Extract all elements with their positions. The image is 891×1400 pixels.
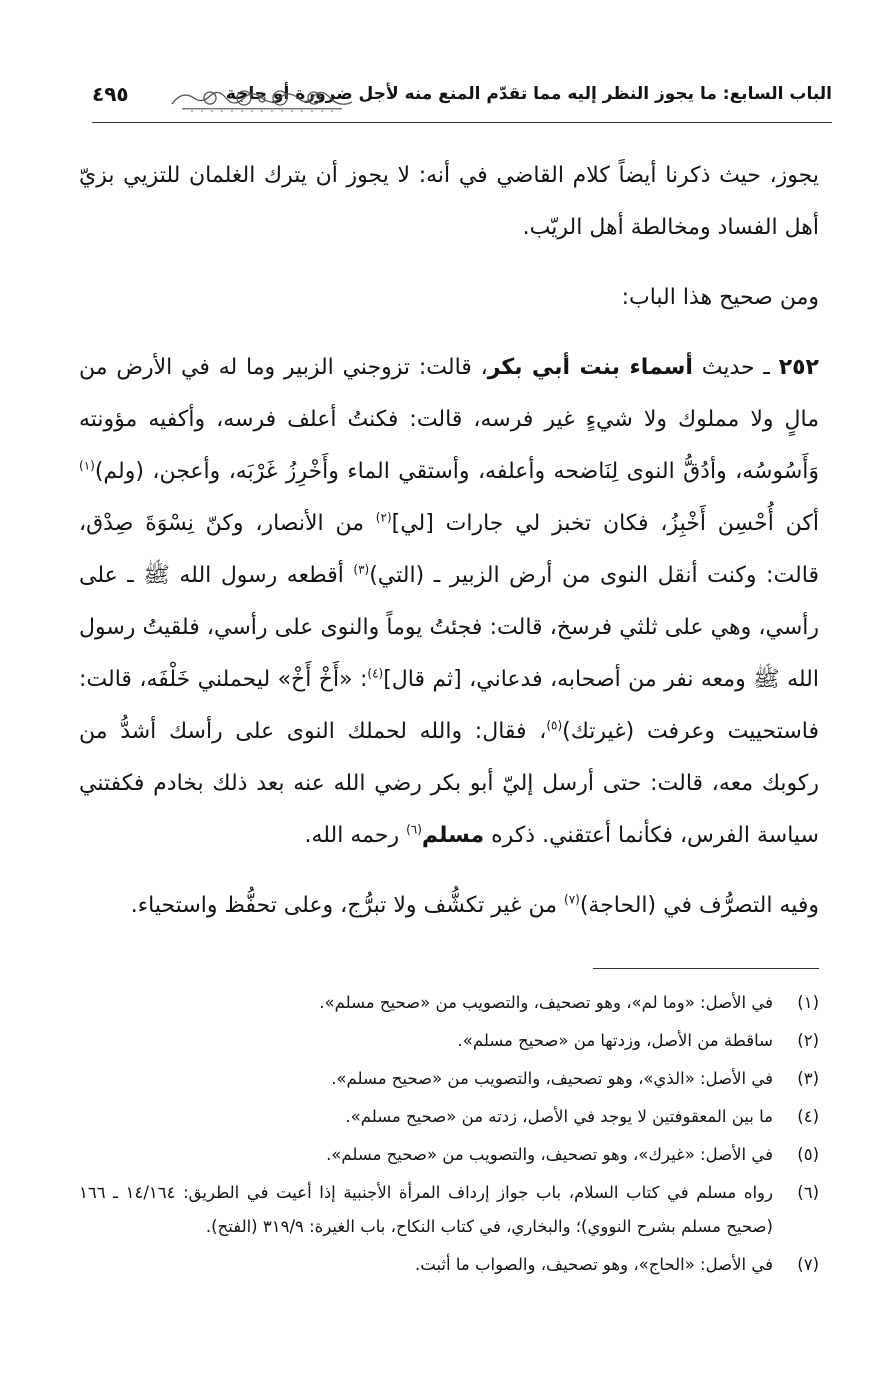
header-divider <box>92 122 832 123</box>
decorative-ornament-icon <box>162 84 362 114</box>
hadith-number: ٢٥٢ <box>778 355 819 380</box>
footnote-ref-4: (٤) <box>367 666 384 681</box>
footnote-text: ساقطة من الأصل، وزدتها من «صحيح مسلم». <box>457 1031 773 1050</box>
hadith-text-2: أكن أُحْسِن أَخْبِزُ، فكان تخبز لي جارات [لي] <box>391 511 819 536</box>
footnote-text: رواه مسلم في كتاب السلام، باب جواز إرداف المرأة الأجنبية إذا أعيت في الطريق: ١٤/١٦٤ ـ ١٦٦ (صحيح مسلم بشرح النووي)؛ والبخاري، في كتاب النكاح، باب الغيرة: ٣١٩/٩ (الفتح). <box>79 1183 773 1236</box>
footnote-marker: (١) <box>797 993 819 1012</box>
footnote-ref-2: (٢) <box>375 510 392 525</box>
footnote-item <box>79 1176 819 1244</box>
section-lead: ومن صحيح هذا الباب: <box>621 285 819 310</box>
commentary-text-2: من غير تكشُّف ولا تبرُّج، وعلى تحفُّظ واستحياء. <box>130 893 564 918</box>
hadith-text-6: ، فقال: والله لحملك النوى على رأسك أشدُّ من ركوبك معه، قالت: حتى أرسل إليّ أبو بكر رضي الله عنه بعد ذلك بخادم فكفتني سياسة الفرس، فكأنما أعتقني. ذكره <box>79 719 819 848</box>
page-number: ٤٩٥ <box>92 82 129 106</box>
footnote-text: في الأصل: «وما لم»، وهو تصحيف، والتصويب من «صحيح مسلم». <box>319 993 773 1012</box>
footnote-divider <box>593 968 819 969</box>
footnote-item <box>79 1100 819 1134</box>
footnote-marker: (٤) <box>797 1107 819 1126</box>
footnote-ref-7: (٧) <box>564 892 580 907</box>
hadith-text-7: رحمه الله. <box>304 823 407 848</box>
footnote-marker: (٣) <box>797 1069 819 1088</box>
paragraph-intro: يجوز، حيث ذكرنا أيضاً كلام القاضي في أنه: لا يجوز أن يترك الغلمان للتزيي بزيّ أهل الفساد ومخالطة أهل الريّب. <box>79 163 819 240</box>
footnote-marker: (٦) <box>797 1183 819 1202</box>
footnote-item <box>79 1248 819 1282</box>
chapter-title: الباب السابع: ما يجوز النظر إليه مما تقدّم المنع منه لأجل ضرورة أو حاجة <box>225 84 832 104</box>
hadith-text-4: أقطعه رسول الله ﷺ ـ على رأسي، وهي على ثلثي فرسخ، قالت: فجئتُ يوماً والنوى على رأسي، فلقيتُ رسول الله ﷺ ومعه نفر من أصحابه، فدعاني، [ثم قال] <box>79 563 819 692</box>
footnotes <box>79 986 819 1286</box>
hadith-text-1: ، قالت: تزوجني الزبير وما له في الأرض من مالٍ ولا مملوك ولا شيءٍ غير فرسه، قالت: فكنتُ أعلف فرسه، وأكفيه مؤونته وَأَسُوسُه، وأدُقُّ النوى لِنَاضحه وأعلفه، وأستقي الماء وأَخْرِزُ غَرْبَه، وأعجن، (ولم) <box>79 355 819 484</box>
footnote-item <box>79 1062 819 1096</box>
hadith-paragraph <box>79 342 819 862</box>
footnote-text: في الأصل: «غيرك»، وهو تصحيف، والتصويب من «صحيح مسلم». <box>326 1145 773 1164</box>
source-name: مسلم <box>421 823 485 848</box>
footnote-ref-6: (٦) <box>406 822 422 837</box>
footnote-marker: (٥) <box>797 1145 819 1164</box>
footnote-ref-3: (٣) <box>353 562 370 577</box>
main-text <box>79 150 819 932</box>
footnote-marker: (٢) <box>797 1031 819 1050</box>
running-header <box>92 80 832 120</box>
narrator-name: أسماء بنت أبي بكر <box>487 355 693 380</box>
footnote-ref-1: (١) <box>79 458 95 473</box>
footnote-item <box>79 986 819 1020</box>
commentary-text-1: وفيه التصرُّف في (الحاجة) <box>579 893 819 918</box>
footnote-text: ما بين المعقوفتين لا يوجد في الأصل، زدته من «صحيح مسلم». <box>345 1107 773 1126</box>
hadith-text-5: : «أَخْ أَخْ» ليحملني خَلْفَه، قالت: فاستحييت وعرفت (غيرتك) <box>79 667 819 744</box>
footnote-ref-5: (٥) <box>546 718 563 733</box>
hadith-text-3: من الأنصار، وكنّ نِسْوَةَ صِدْق، قالت: وكنت أنقل النوى من أرض الزبير ـ (التي) <box>79 511 819 588</box>
hadith-intro: ـ حديث <box>692 355 779 380</box>
footnote-text: في الأصل: «الحاج»، وهو تصحيف، والصواب ما أثبت. <box>415 1255 773 1274</box>
footnote-item <box>79 1138 819 1172</box>
footnote-marker: (٧) <box>797 1255 819 1274</box>
footnote-item <box>79 1024 819 1058</box>
paragraph-commentary <box>79 880 819 932</box>
footnote-text: في الأصل: «الذي»، وهو تصحيف، والتصويب من «صحيح مسلم». <box>331 1069 773 1088</box>
